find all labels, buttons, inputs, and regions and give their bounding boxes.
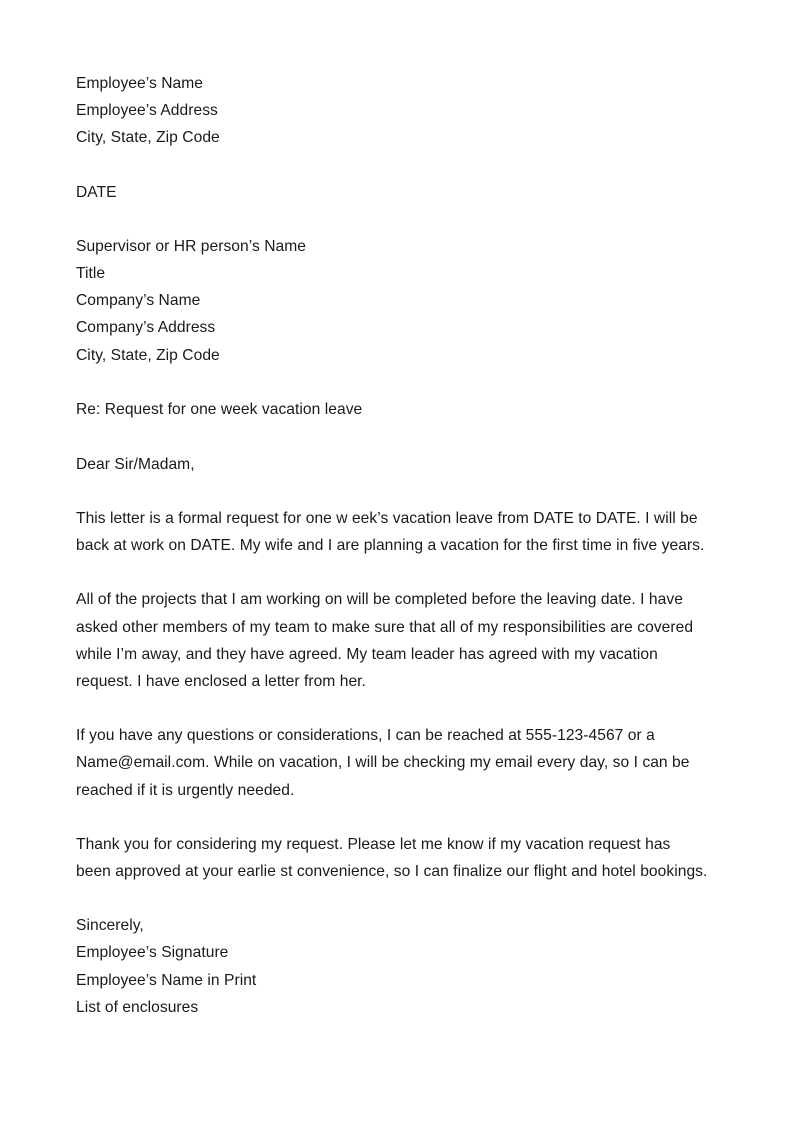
letter-date: DATE bbox=[76, 184, 117, 201]
recipient-name: Supervisor or HR person’s Name bbox=[76, 238, 307, 255]
recipient-title: Title bbox=[76, 265, 106, 282]
recipient-city-state-zip: City, State, Zip Code bbox=[76, 347, 220, 364]
sender-name: Employee’s Name bbox=[76, 75, 203, 92]
closing-signature: Employee’s Signature bbox=[76, 944, 229, 961]
sender-city-state-zip: City, State, Zip Code bbox=[76, 129, 220, 146]
paragraph-1-line-2: back at work on DATE. My wife and I are planning a vacation for the first time in five years. bbox=[76, 537, 705, 554]
paragraph-2-line-4: request. I have enclosed a letter from her. bbox=[76, 673, 366, 690]
paragraph-4-line-2: been approved at your earlie st convenience, so I can finalize our flight and hotel bookings. bbox=[76, 863, 708, 880]
paragraph-2-line-1: All of the projects that I am working on will be completed before the leaving date. I have bbox=[76, 591, 683, 608]
subject-line: Re: Request for one week vacation leave bbox=[76, 401, 363, 418]
paragraph-3-line-3: reached if it is urgently needed. bbox=[76, 782, 295, 799]
recipient-company-address: Company’s Address bbox=[76, 319, 216, 336]
paragraph-1-line-1: This letter is a formal request for one w eek’s vacation leave from DATE to DATE. I will be bbox=[76, 510, 698, 527]
paragraph-2-line-2: asked other members of my team to make sure that all of my responsibilities are covered bbox=[76, 619, 694, 636]
closing-enclosures: List of enclosures bbox=[76, 999, 199, 1016]
closing-printed-name: Employee’s Name in Print bbox=[76, 972, 257, 989]
paragraph-3-line-2: Name@email.com. While on vacation, I will be checking my email every day, so I can be bbox=[76, 754, 690, 771]
salutation: Dear Sir/Madam, bbox=[76, 456, 195, 473]
paragraph-2-line-3: while I’m away, and they have agreed. My team leader has agreed with my vacation bbox=[76, 646, 658, 663]
paragraph-3-line-1: If you have any questions or considerations, I can be reached at 555-123-4567 or a bbox=[76, 727, 655, 744]
closing-valediction: Sincerely, bbox=[76, 917, 144, 934]
sender-address: Employee’s Address bbox=[76, 102, 218, 119]
recipient-company-name: Company’s Name bbox=[76, 292, 201, 309]
paragraph-4-line-1: Thank you for considering my request. Please let me know if my vacation request has bbox=[76, 836, 671, 853]
